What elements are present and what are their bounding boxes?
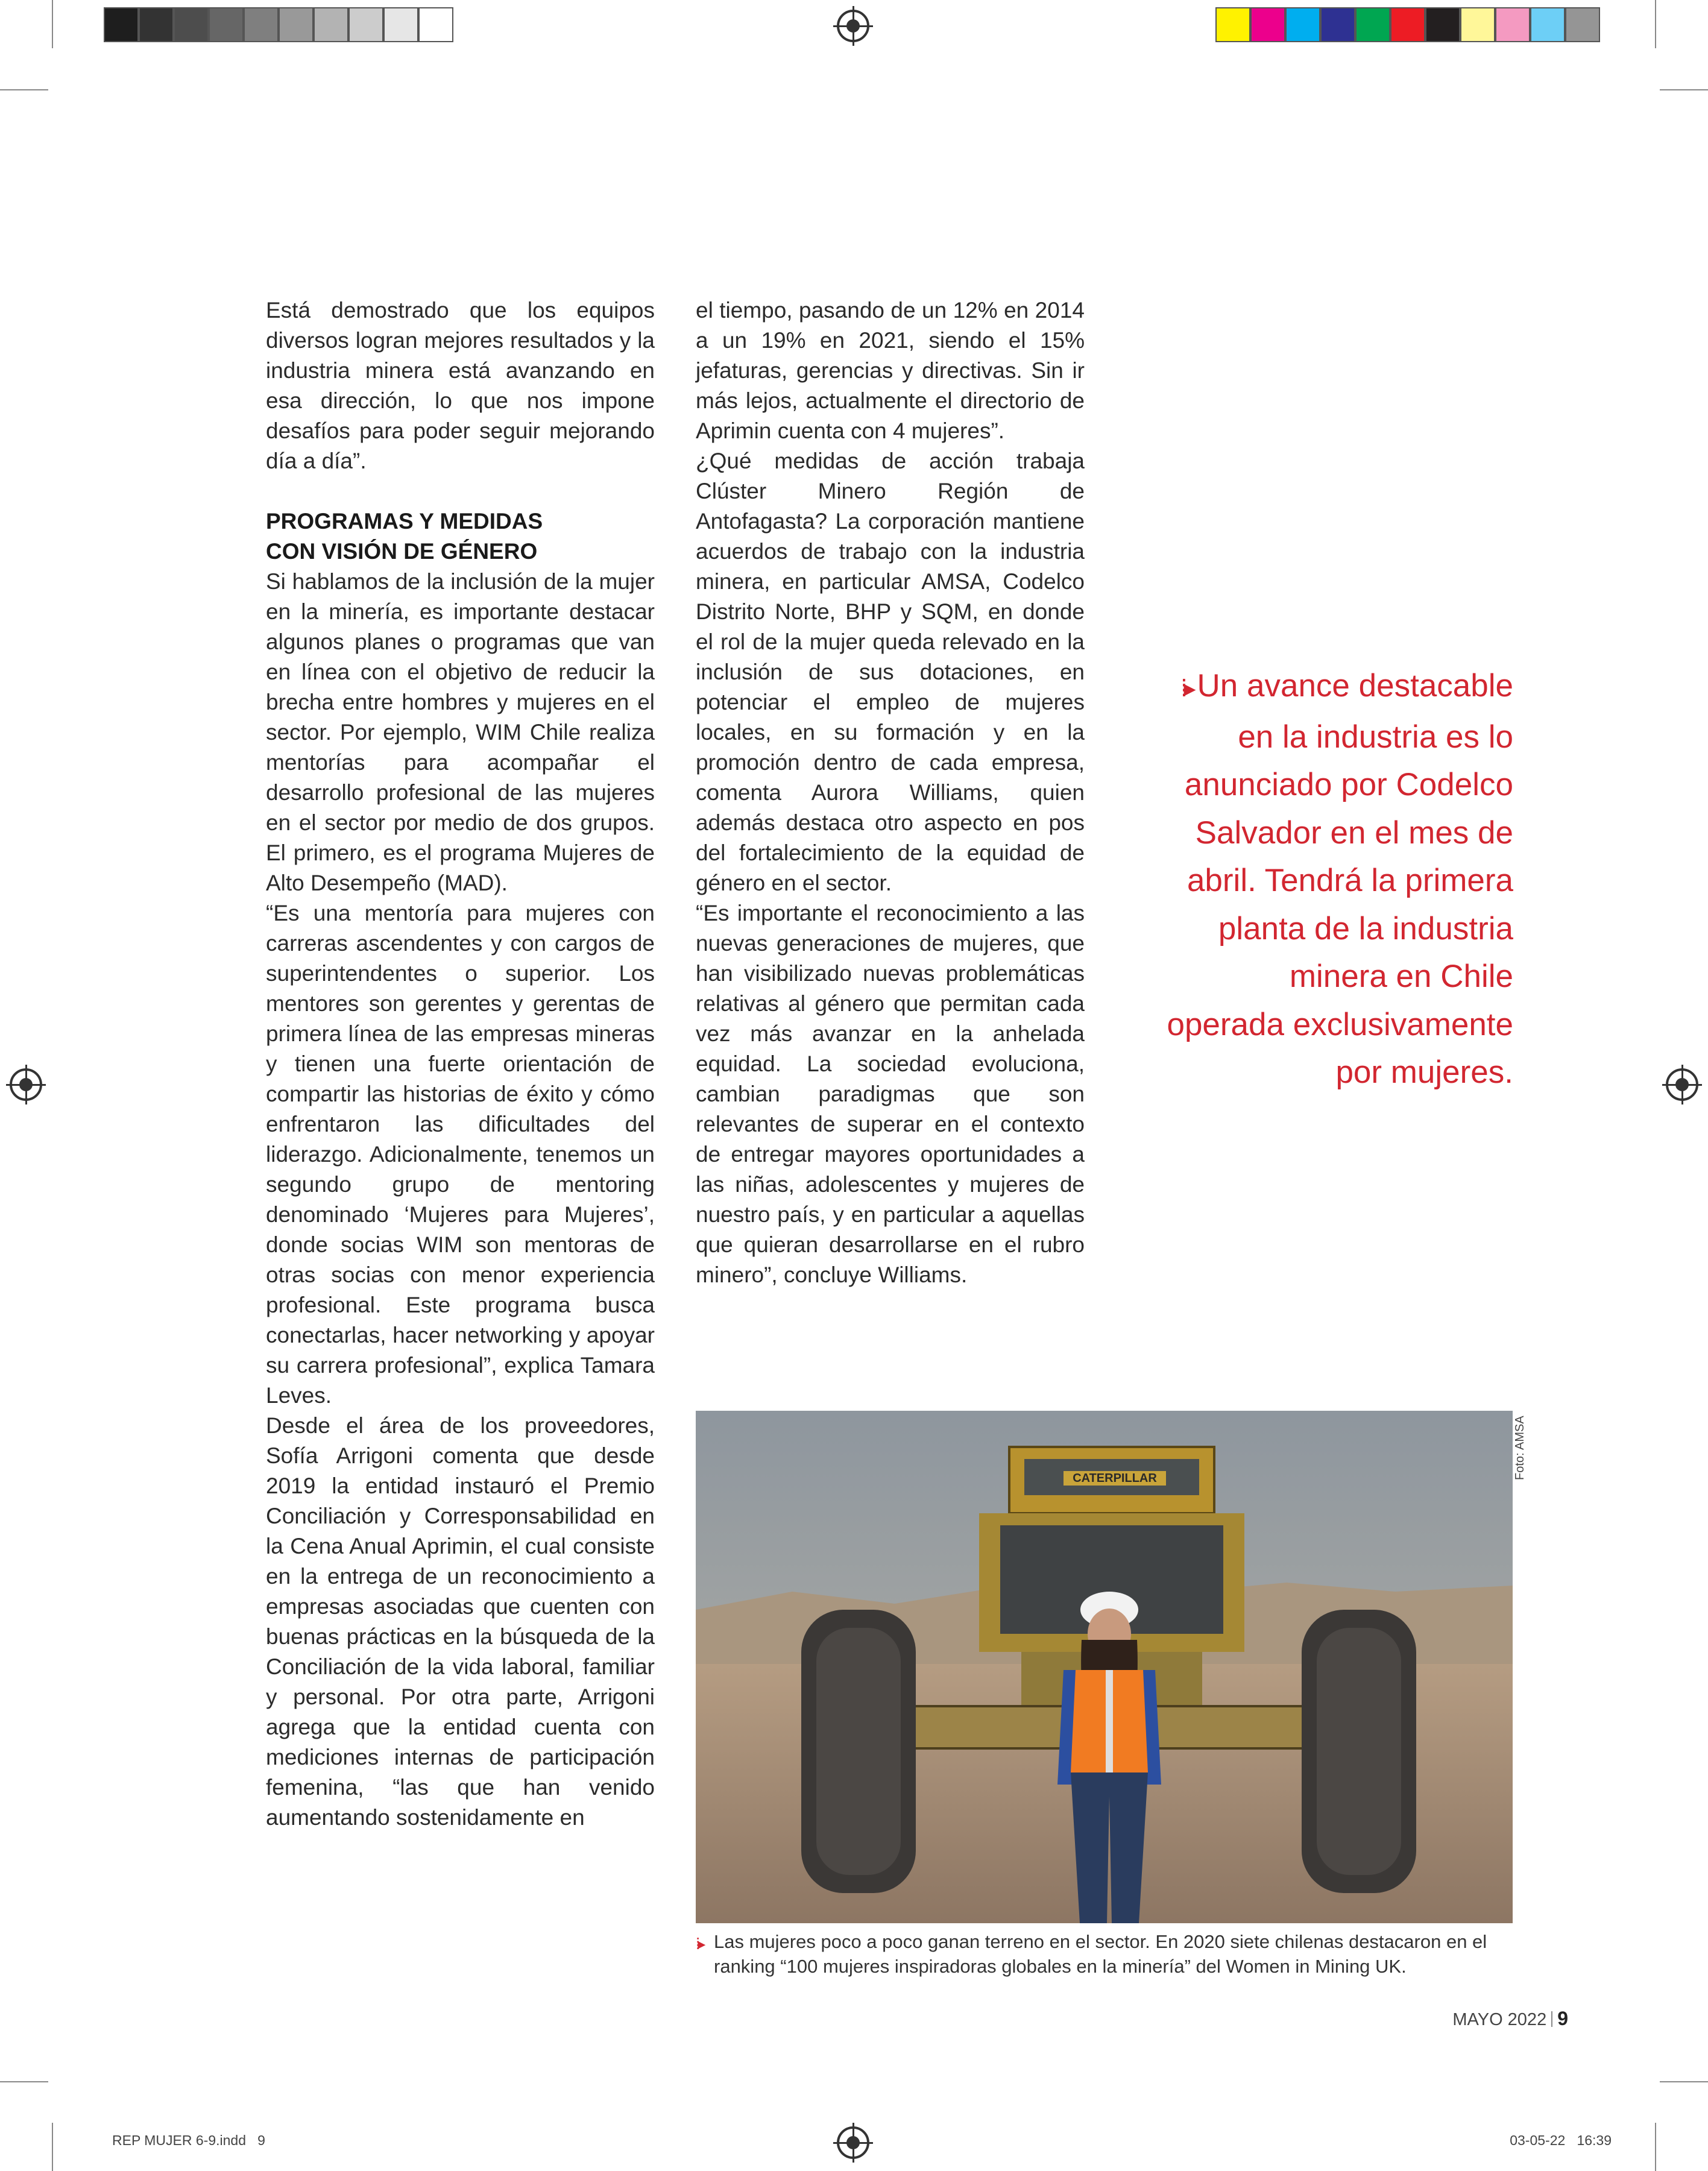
article-column-2	[696, 295, 1085, 1290]
page-folio	[1452, 2008, 1568, 2030]
color-swatch	[279, 7, 314, 42]
crop-mark	[52, 2123, 53, 2171]
color-swatch	[139, 7, 174, 42]
color-swatch	[1355, 7, 1390, 42]
color-swatch	[1530, 7, 1565, 42]
color-swatch-bar	[1215, 7, 1600, 45]
color-swatch	[1460, 7, 1495, 42]
crop-mark	[52, 0, 53, 48]
registration-mark-right	[1666, 1068, 1698, 1101]
body-paragraph: Desde el área de los proveedores, Sofía Arrigoni comenta que desde 2019 la entidad instauró el Premio Conciliación y Corresponsabilidad en la Cena Anual Aprimin, el cual consiste en la entrega de un reconocimiento a empresas asociadas que cuenten con buenas prácticas en la búsqueda de la Conciliación de la vida laboral, familiar y personal. Por otra parte, Arrigoni agrega que la entidad cuenta con mediciones internas de participación femenina, “las que han venido aumentando sostenidamente en	[266, 1413, 655, 1830]
color-swatch	[348, 7, 383, 42]
color-swatch	[1425, 7, 1460, 42]
color-swatch	[1565, 7, 1600, 42]
article-column-1	[266, 295, 655, 1833]
body-paragraph: “Es una mentoría para mujeres con carreras ascendentes y con cargos de superintendentes o superior. Los mentores son gerentes y gerentas de primera línea de las empresas mineras y tienen una fuerte orientación de compartir las historias de éxito y cómo enfrentaron las dificultades del liderazgo. Adicionalmente, tenemos un segundo grupo de mentoring denominado ‘Mujeres para Mujeres’, donde socias WIM son mentoras de otras socias con menor experiencia profesional. Este programa busca conectarlas, hacer networking y apoyar su carrera profesional”, explica Tamara Leves.	[266, 901, 655, 1408]
subhead-line-1: PROGRAMAS Y MEDIDAS	[266, 509, 543, 534]
color-swatch	[1250, 7, 1285, 42]
color-swatch	[209, 7, 244, 42]
article-photo	[696, 1411, 1513, 1923]
registration-mark-bottom	[837, 2126, 869, 2159]
crop-mark	[0, 2081, 48, 2082]
photo-caption	[696, 1929, 1513, 1979]
body-paragraph: ¿Qué medidas de acción trabaja Clúster Minero Región de Antofagasta? La corporación mantiene acuerdos de trabajo con la industria minera, en particular AMSA, Codelco Distrito Norte, BHP y SQM, en donde el rol de la mujer queda relevado en la inclusión de sus dotaciones, en potenciar el empleo de mujeres locales, en su formación y en la promoción dentro de cada empresa, comenta Aurora Williams, quien además destaca otro aspecto en pos del fortalecimiento de la equidad de género en el sector.	[696, 449, 1085, 895]
caption-text: Las mujeres poco a poco ganan terreno en el sector. En 2020 siete chilenas destacaron en el ranking “100 mujeres inspiradoras globales en la minería” del Women in Mining UK.	[714, 1931, 1487, 1977]
folio-divider	[1551, 2011, 1552, 2027]
photo-credit-text: Foto: AMSA	[1513, 1416, 1527, 1480]
slug-filename: REP MUJER 6-9.indd 9	[112, 2132, 265, 2148]
color-swatch	[1285, 7, 1320, 42]
color-swatch	[1495, 7, 1530, 42]
body-paragraph: “Es importante el reconocimiento a las nuevas generaciones de mujeres, que han visibilizado nuevas problemáticas relativas al género que permitan cada vez más avanzar en la anhelada equidad. La sociedad evoluciona, cambian paradigmas que son relevantes de superar en el contexto de entregar mayores oportunidades a las niñas, adolescentes y mujeres de nuestro país, y en particular a aquellas que quieran desarrollarse en el rubro minero”, concluye Williams.	[696, 901, 1085, 1287]
folio-month: MAYO 2022	[1452, 2010, 1547, 2029]
gray-swatch-bar	[104, 7, 453, 45]
crop-mark	[1660, 2081, 1708, 2082]
subhead-line-2: CON VISIÓN DE GÉNERO	[266, 539, 538, 564]
caption-bullet-icon: ⁞▸	[696, 1935, 704, 1953]
registration-mark-top	[837, 10, 869, 42]
photo-credit	[1513, 1414, 1531, 1480]
color-swatch	[1215, 7, 1250, 42]
crop-mark	[1660, 89, 1708, 90]
color-swatch	[314, 7, 348, 42]
pull-quote	[1164, 662, 1513, 1097]
color-swatch	[1320, 7, 1355, 42]
color-swatch	[244, 7, 279, 42]
color-swatch	[174, 7, 209, 42]
motor-grader-photo	[696, 1411, 1513, 1923]
body-paragraph: el tiempo, pasando de un 12% en 2014 a un 19% en 2021, siendo el 15% jefaturas, gerencias y directivas. Sin ir más lejos, actualmente el directorio de Aprimin cuenta con 4 mujeres”.	[696, 298, 1085, 443]
color-swatch	[383, 7, 418, 42]
registration-mark-left	[10, 1068, 42, 1101]
color-swatch	[418, 7, 453, 42]
crop-mark	[1655, 2123, 1656, 2171]
quote-bullet-icon: ⁞▸	[1180, 675, 1193, 702]
pull-quote-text: Un avance destacable en la industria es lo anunciado por Codelco Salvador en el mes de abril. Tendrá la primera planta de la industria minera en Chile operada exclusivamente por mujeres.	[1167, 668, 1513, 1090]
color-swatch	[104, 7, 139, 42]
crop-mark	[1655, 0, 1656, 48]
body-paragraph: Si hablamos de la inclusión de la mujer en la minería, es importante destacar algunos planes o programas que van en línea con el objetivo de reducir la brecha entre hombres y mujeres en el sector. Por ejemplo, WIM Chile realiza mentorías para acompañar el desarrollo profesional de las mujeres en el sector por medio de dos grupos. El primero, es el programa Mujeres de Alto Desempeño (MAD).	[266, 569, 655, 895]
color-swatch	[1390, 7, 1425, 42]
crop-mark	[0, 89, 48, 90]
grader-brand-label: CATERPILLAR	[1073, 1472, 1157, 1485]
intro-paragraph: Está demostrado que los equipos diversos logran mejores resultados y la industria minera está avanzando en esa dirección, lo que nos impone desafíos para poder seguir mejorando día a día”.	[266, 298, 655, 473]
page-number: 9	[1557, 2008, 1568, 2029]
section-subhead	[266, 506, 655, 567]
slug-timestamp: 03-05-22 16:39	[1510, 2132, 1612, 2148]
